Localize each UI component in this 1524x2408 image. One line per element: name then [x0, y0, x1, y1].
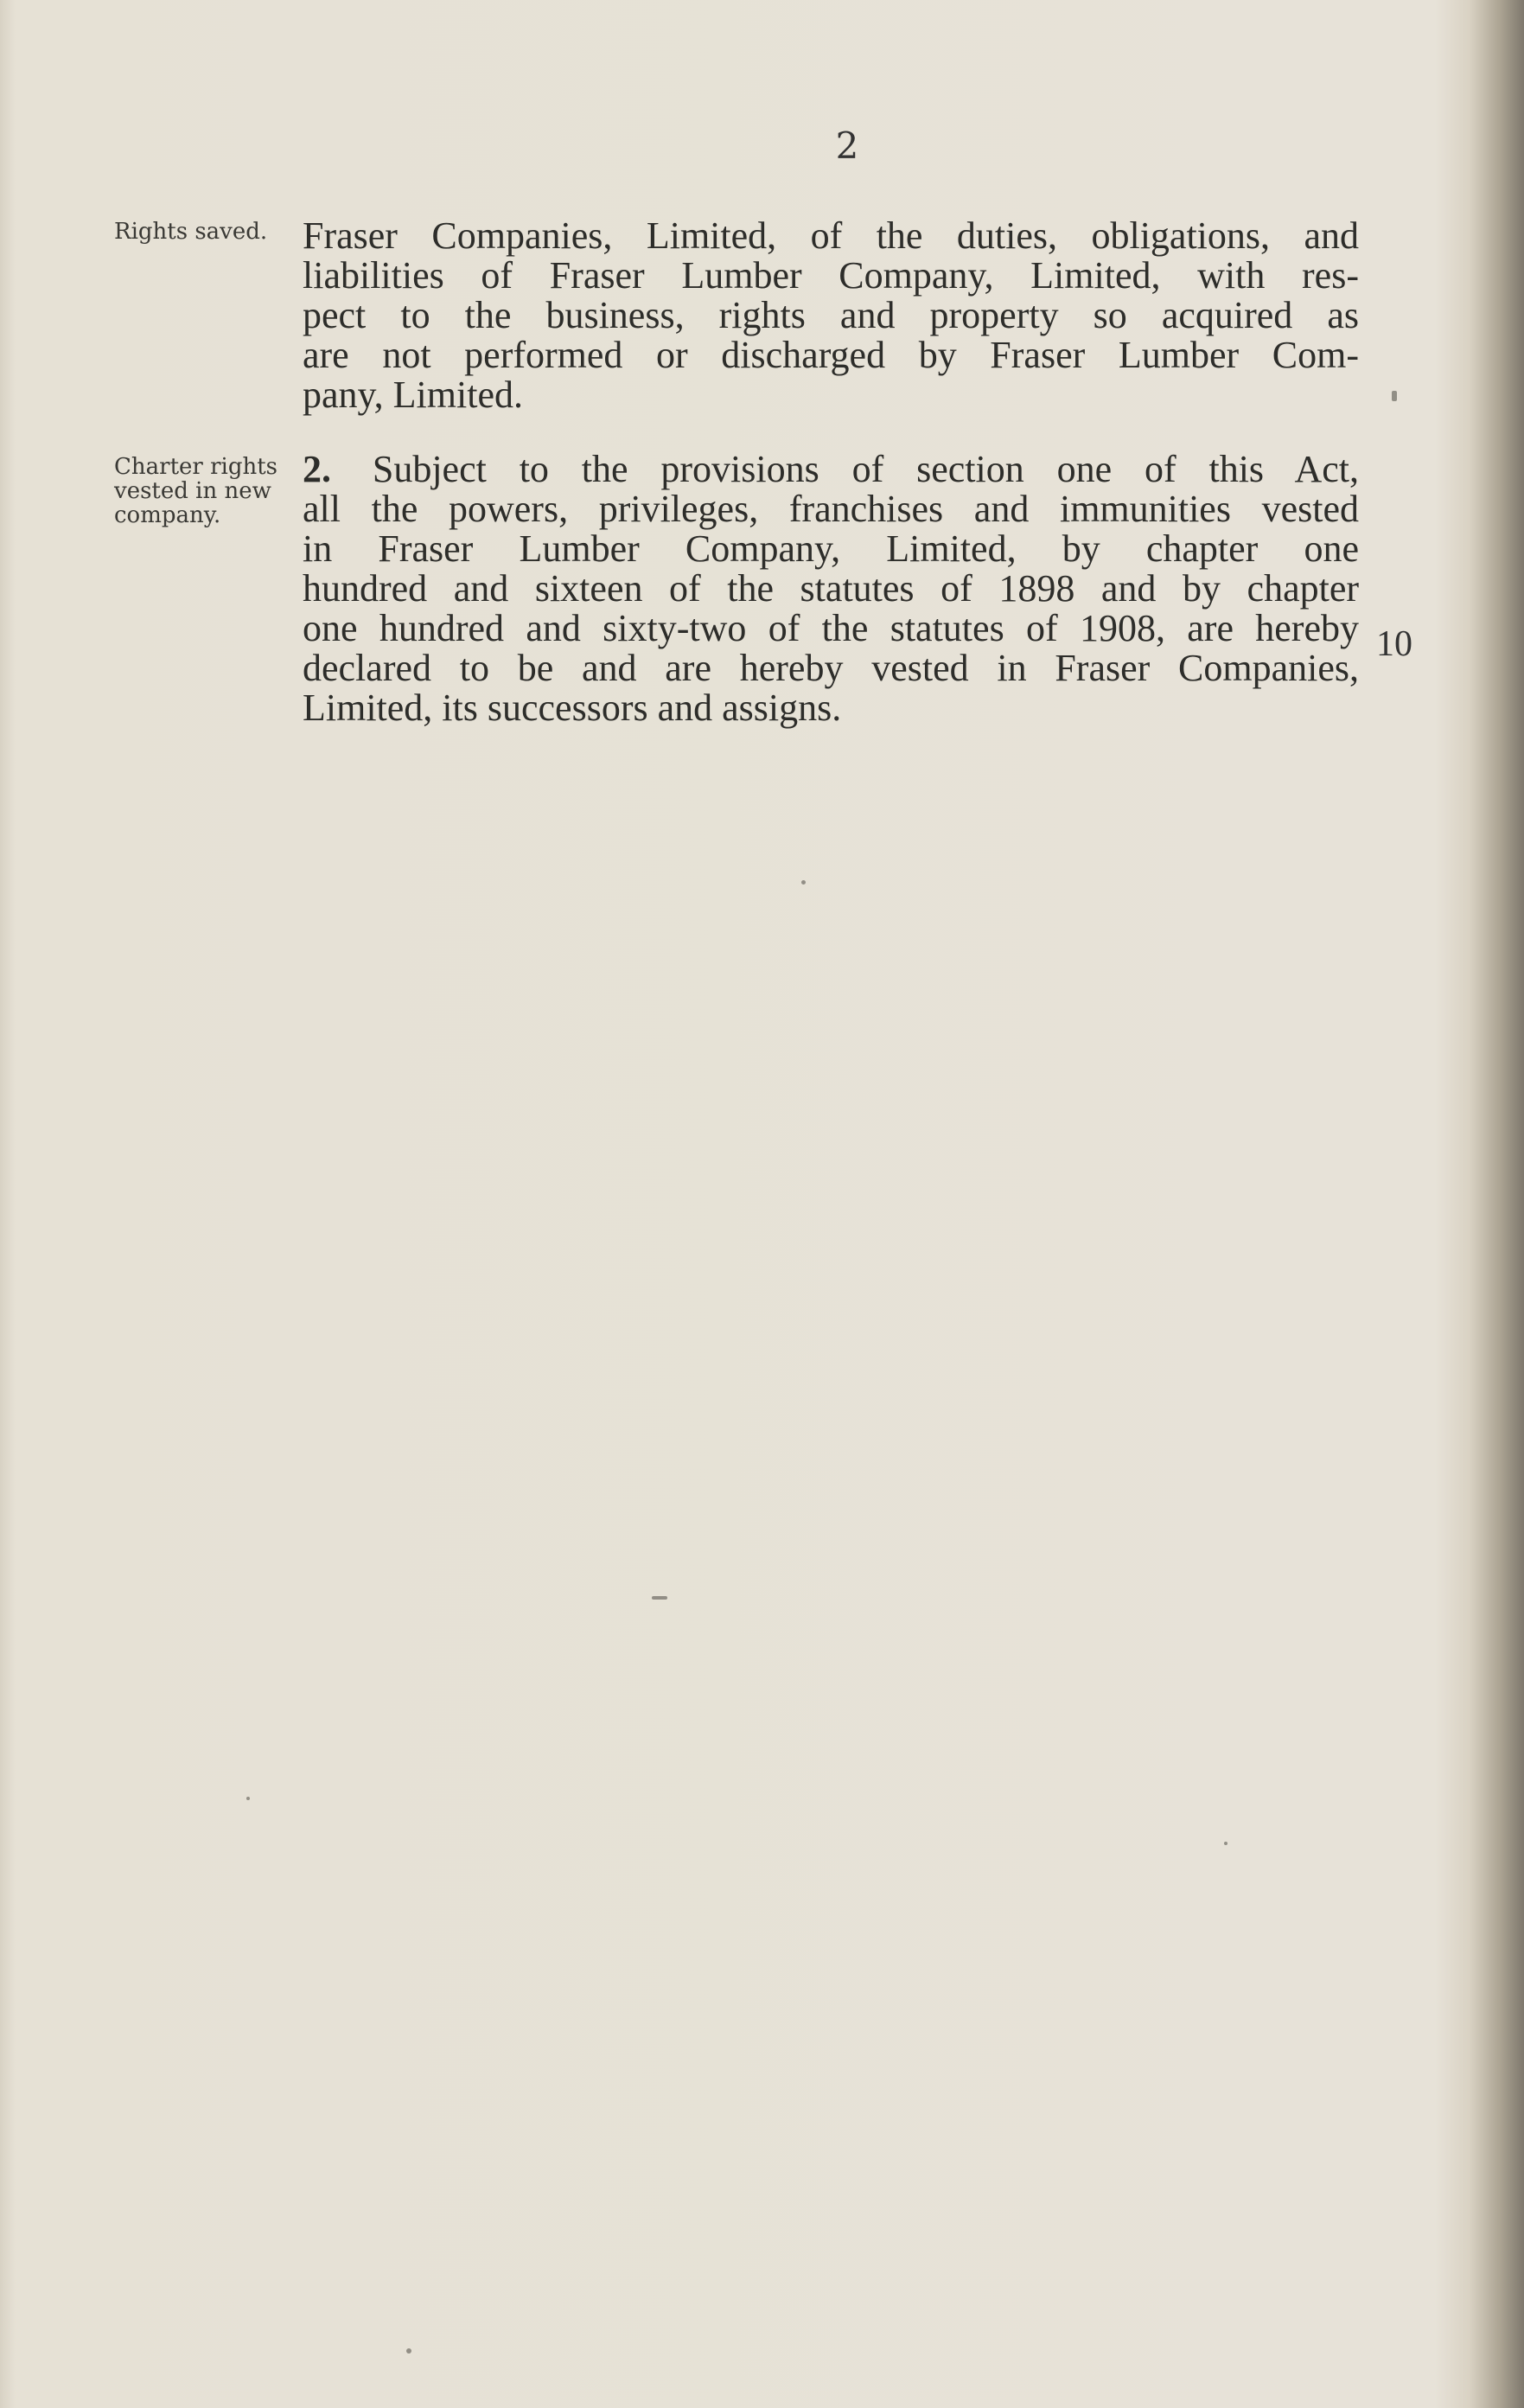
text-line: liabilities of Fraser Lumber Company, Limited, with res-: [303, 254, 1359, 297]
text-line: in Fraser Lumber Company, Limited, by chapter one: [303, 527, 1359, 570]
page-number: 2: [835, 125, 859, 167]
text-line-first: [303, 450, 1359, 489]
text-line: pect to the business, rights and property so acquired as: [303, 294, 1359, 336]
text-line: Fraser Companies, Limited, of the duties, obligations, and: [303, 214, 1359, 257]
paper-speck: [246, 1797, 250, 1800]
text-line: Limited, its successors and assigns.: [303, 687, 842, 729]
text-line: declared to be and are hereby vested in Fraser Companies,: [303, 647, 1359, 689]
paper-speck: [406, 2348, 411, 2354]
text-line: are not performed or discharged by Fraser Lumber Com-: [303, 334, 1359, 376]
margin-note-rights-saved: Rights saved.: [114, 219, 268, 245]
paper-speck: [1392, 391, 1397, 401]
paper-speck: [1224, 1842, 1227, 1845]
text-line: Subject to the provisions of section one of this Act,: [372, 448, 1359, 490]
line-number: 10: [1376, 624, 1412, 664]
text-line: pany, Limited.: [303, 374, 523, 416]
paragraph-charter-rights: [303, 450, 1359, 728]
paper-speck: [801, 880, 806, 885]
section-number: 2.: [303, 448, 331, 490]
text-line: hundred and sixteen of the statutes of 1898 and by chapter: [303, 567, 1359, 610]
text-line: one hundred and sixty-two of the statutes of 1908, are hereby: [303, 607, 1359, 649]
margin-note-charter-rights: Charter rights vested in new company.: [114, 454, 278, 528]
text-line: all the powers, privileges, franchises and immunities vested: [303, 488, 1359, 530]
paragraph-rights-saved: [303, 216, 1359, 415]
paper-speck: [652, 1596, 667, 1600]
